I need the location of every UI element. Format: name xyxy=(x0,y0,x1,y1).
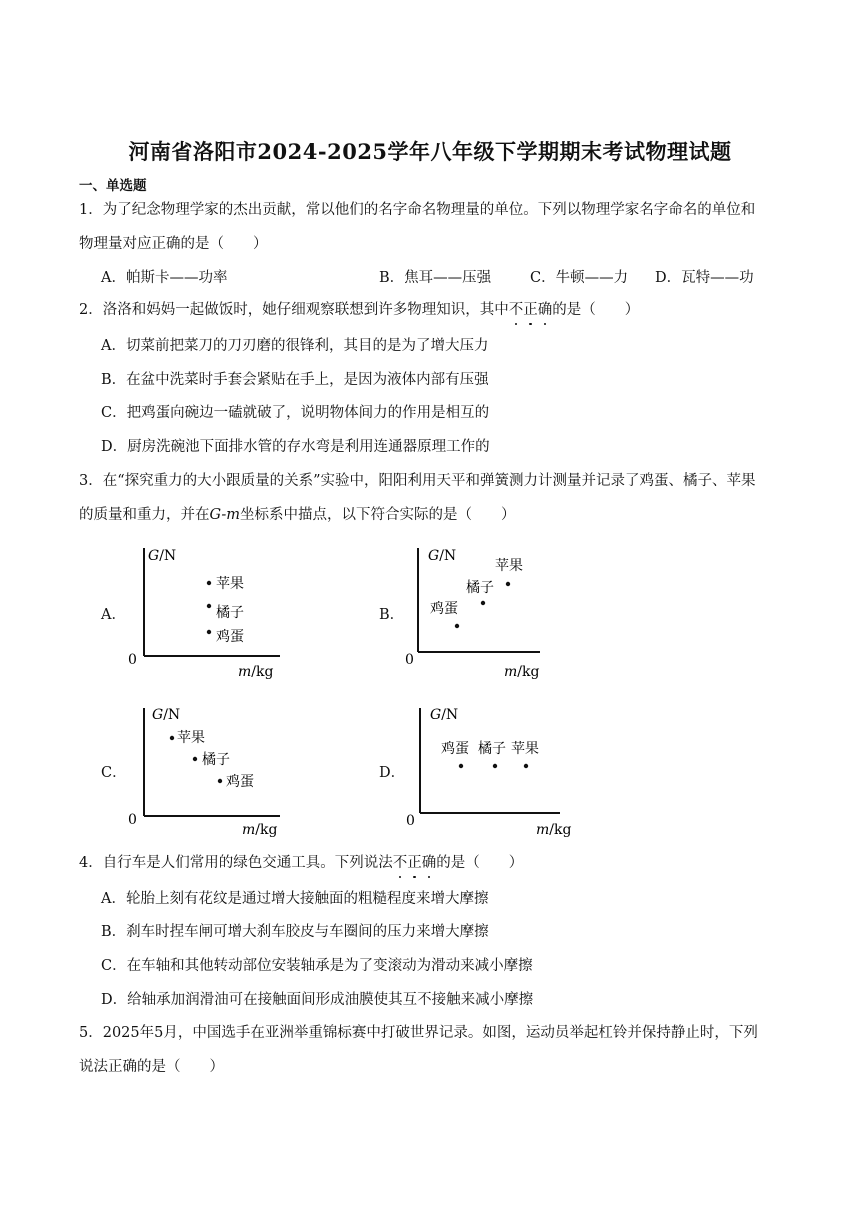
section-heading: 一、单选题 xyxy=(79,178,147,194)
y-axis-label: G/N xyxy=(152,707,181,723)
q1-option-d: D．瓦特——功 xyxy=(655,270,754,286)
q2-option-b: B．在盆中洗菜时手套会紧贴在手上，是因为液体内部有压强 xyxy=(101,372,489,388)
q2-emphasis-char: 不 xyxy=(508,302,524,318)
q4-stem xyxy=(79,853,523,873)
point-orange xyxy=(193,757,197,761)
q4-option-c: C．在车轴和其他转动部位安装轴承是为了变滚动为滑动来减小摩擦 xyxy=(101,958,533,974)
q3-option-d-label: D． xyxy=(379,765,406,781)
point-orange xyxy=(493,764,497,768)
q4-stem-pre: 4．自行车是人们常用的绿色交通工具。下列说法 xyxy=(79,855,393,871)
q2-emphasis-char: 正 xyxy=(523,302,538,318)
q2-option-a: A．切菜前把菜刀的刀刃磨的很锋利，其目的是为了增大压力 xyxy=(101,338,489,354)
point-label-egg: 鸡蛋 xyxy=(216,629,244,645)
q3-stem-line1: 3．在“探究重力的大小跟质量的关系”实验中，阳阳利用天平和弹簧测力计测量并记录了鸡蛋、橘子、苹果 xyxy=(79,473,756,489)
q2-emphasis-char: 确 xyxy=(537,302,553,318)
q2-option-d: D．厨房洗碗池下面排水管的存水弯是利用连通器原理工作的 xyxy=(101,439,490,455)
q2-stem xyxy=(79,300,639,320)
q4-option-a: A．轮胎上刻有花纹是通过增大接触面的粗糙程度来增大摩擦 xyxy=(101,891,489,907)
q5-stem-line1: 5．2025年5月，中国选手在亚洲举重锦标赛中打破世界记录。如图，运动员举起杠铃并保持静止时，下列 xyxy=(79,1025,758,1041)
q1-option-b: B．焦耳——压强 xyxy=(379,270,492,286)
point-apple xyxy=(207,581,211,585)
q3-graph-d xyxy=(400,700,580,845)
x-axis-label: m/kg xyxy=(242,822,278,838)
q3-option-c-label: C． xyxy=(101,765,127,781)
point-apple xyxy=(506,582,510,586)
point-label-egg: 鸡蛋 xyxy=(430,601,458,617)
point-label-apple: 苹果 xyxy=(177,730,205,746)
point-apple xyxy=(170,736,174,740)
origin-label: 0 xyxy=(405,652,414,668)
q5-stem-line2: 说法正确的是（ ） xyxy=(79,1059,224,1075)
q4-emphasis-char: 正 xyxy=(407,855,422,871)
point-label-egg: 鸡蛋 xyxy=(226,774,254,790)
y-axis-label: G/N xyxy=(430,707,459,723)
point-label-apple: 苹果 xyxy=(495,558,523,574)
page-title: 河南省洛阳市2024-2025学年八年级下学期期末考试物理试题 xyxy=(128,139,732,164)
point-label-apple: 苹果 xyxy=(511,741,539,757)
q1-stem-line1: 1．为了纪念物理学家的杰出贡献，常以他们的名字命名物理量的单位。下列以物理学家名字命名的单位和 xyxy=(79,202,756,218)
q4-emphasis-char: 不 xyxy=(392,855,408,871)
point-label-orange: 橘子 xyxy=(466,580,494,596)
q1-option-a: A．帕斯卡——功率 xyxy=(101,270,228,286)
q3-gm-symbol: G-m xyxy=(209,507,241,523)
q4-option-d: D．给轴承加润滑油可在接触面间形成油膜使其互不接触来减小摩擦 xyxy=(101,992,534,1008)
q2-option-c: C．把鸡蛋向碗边一磕就破了，说明物体间力的作用是相互的 xyxy=(101,405,490,421)
q3-stem-line2-post: 坐标系中描点，以下符合实际的是（ ） xyxy=(240,507,516,523)
point-label-orange: 橘子 xyxy=(216,605,244,621)
point-apple xyxy=(524,764,528,768)
y-axis-label: G/N xyxy=(428,548,457,564)
x-axis-label: m/kg xyxy=(536,822,572,838)
point-label-apple: 苹果 xyxy=(216,576,244,592)
q3-stem-line2-pre: 的质量和重力，并在 xyxy=(79,507,210,523)
point-egg xyxy=(459,764,463,768)
q3-option-a-label: A． xyxy=(101,607,126,623)
q3-graph-c xyxy=(120,700,280,845)
point-orange xyxy=(481,601,485,605)
q3-graph-a xyxy=(120,540,280,685)
point-label-orange: 橘子 xyxy=(202,752,230,768)
q2-stem-pre: 2．洛洛和妈妈一起做饭时，她仔细观察联想到许多物理知识，其中 xyxy=(79,302,509,318)
y-axis-label: G/N xyxy=(148,548,177,564)
point-egg xyxy=(207,630,211,634)
x-axis-label: m/kg xyxy=(238,664,274,680)
q3-option-b-label: B． xyxy=(379,607,405,623)
origin-label: 0 xyxy=(128,812,137,828)
point-orange xyxy=(207,604,211,608)
q3-graph-b xyxy=(400,540,560,685)
q1-stem-line2: 物理量对应正确的是（ ） xyxy=(79,236,268,252)
point-label-egg: 鸡蛋 xyxy=(441,741,469,757)
q3-stem-line2 xyxy=(79,505,516,525)
origin-label: 0 xyxy=(128,652,137,668)
q4-emphasis-char: 确 xyxy=(421,855,437,871)
point-egg xyxy=(455,624,459,628)
q4-stem-post: 的是（ ） xyxy=(436,855,524,871)
point-label-orange: 橘子 xyxy=(478,741,506,757)
point-egg xyxy=(218,779,222,783)
q4-option-b: B．刹车时捏车闸可增大刹车胶皮与车圈间的压力来增大摩擦 xyxy=(101,924,489,940)
q1-option-c: C．牛顿——力 xyxy=(530,270,629,286)
q2-stem-post: 的是（ ） xyxy=(552,302,640,318)
x-axis-label: m/kg xyxy=(504,664,540,680)
origin-label: 0 xyxy=(406,813,415,829)
